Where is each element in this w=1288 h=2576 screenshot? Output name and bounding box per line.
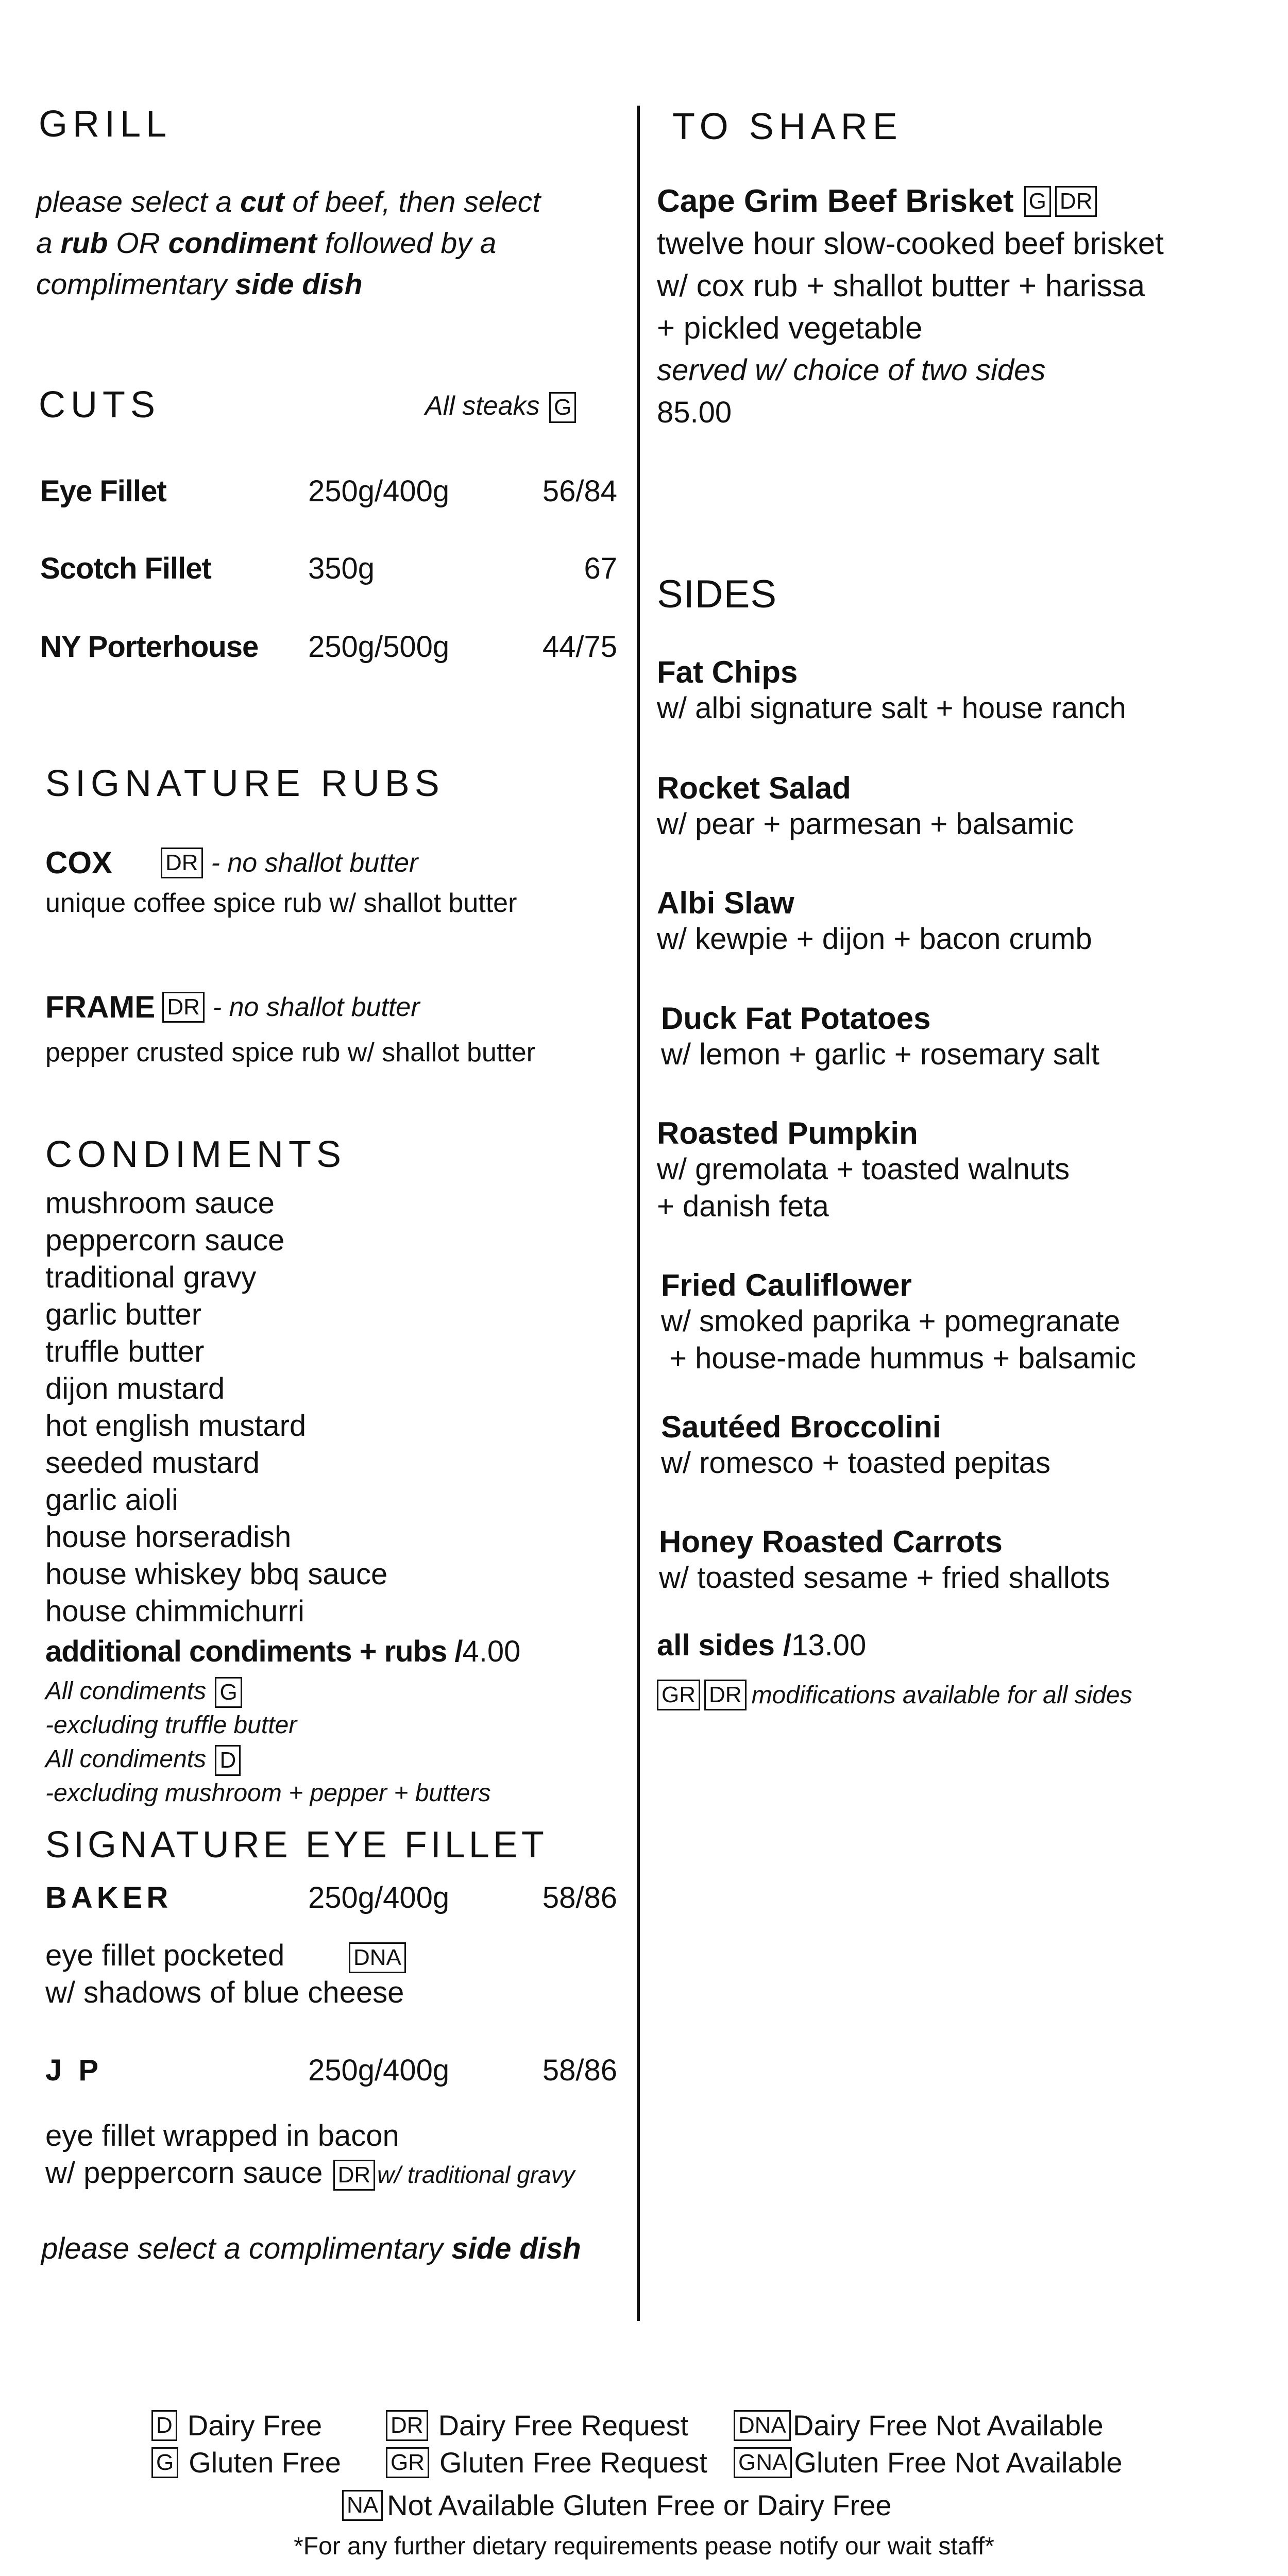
rubs-heading: SIGNATURE RUBS [45,763,445,804]
baker-desc: eye fillet pocketed DNA w/ shadows of blue cheese [45,1937,408,2011]
cut-row: NY Porterhouse 250g/500g 44/75 [40,630,617,664]
side-item: Fried Cauliflower w/ smoked paprika + pomegranate + house-made hummus + balsamic [661,1268,1136,1375]
cut-row: Scotch Fillet 350g 67 [40,552,617,585]
dairy-free-request-badge: DR [1055,186,1097,217]
sides-modifications-note: GR DR modifications available for all sides [657,1680,1132,1710]
dairy-free-request-badge: DR [162,992,205,1023]
cuts-heading: CUTS [39,384,160,426]
list-item: mushroom sauce [45,1187,275,1220]
side-item: Duck Fat Potatoes w/ lemon + garlic + rosemary salt [661,1001,1099,1071]
list-item: house chimmichurri [45,1595,304,1628]
dairy-free-not-available-badge: DNA [349,1942,406,1973]
menu-page: GRILL please select a cut of beef, then select a rub OR condiment followed by a complimentary side dish CUTS All steaks G Eye Fillet 250g/400g 56/84 Scotch Fillet 350g 67 NY Porterhouse 250g/500g 44/75 SIGNATURE RUBS COX DR - no shallot butter unique coffee spice rub w/ shallot butter FRAME DR - no shallot butter pepper crusted spice rub w/ shallot butter CONDIMENTS mushroom sauce peppercorn sauce traditional gravy garlic butter truffle butter dijon mustard hot english mustard seeded mustard garlic aioli house horseradish house whiskey bbq sauce house chimmichurri additional condiments + rubs /4.00 All condiments G -excluding truffle butter All condiments D -excluding mushroom + pepper + butters SIGNATURE EYE FILLET BAKER 250g/400g 58/86 eye fillet pocketed DNA w/ shadows of blue cheese J P 250g/400g 58/86 eye fillet wrapped in bacon w/ peppercorn sauce DR w/ traditional gravy please select a complimentary side dish TO SHARE Cape Grim Beef Brisket G DR twelve hour slow-cooked beef brisket w/ cox rub + shallot butter + harissa + pickled vegetable served w/ choice of two sides 85.00 SIDES Fat Chips w/ albi signature salt + house ranch Rocket Salad w/ pear + parmesan + balsamic Albi Slaw w/ kewpie + dijon + bacon crumb Duck Fat Potatoes w/ lemon + garlic + rosemary salt Roasted Pumpkin w/ gremolata + toasted walnuts + danish feta Fried Cauliflower w/ smoked paprika + pomegranate + house-made hummus + balsamic Sautéed Broccolini w/ romesco + toasted pepitas Honey Roasted Carrots w/ toasted sesame + fried shallots all sides /13.00 GR DR modifications available for all sides D Dairy Free DR Dairy Free Request DNA Dairy Free Not Available G Gluten Free GR Gluten Free Request GNA Gluten Free Not Available NA Not Available Gluten Free or Dairy Free *For any further dietary requirements pease notify our wait staff* [0,0,1288,2576]
side-item: Sautéed Broccolini w/ romesco + toasted pepitas [661,1410,1051,1480]
condiments-note-dairy: All condiments D [45,1742,520,1776]
grill-heading: GRILL [39,104,172,145]
cut-row: Eye Fillet 250g/400g 56/84 [40,474,617,508]
list-item: dijon mustard [45,1372,225,1405]
list-item: garlic butter [45,1298,202,1331]
list-item: house horseradish [45,1520,292,1554]
list-item: seeded mustard [45,1446,260,1480]
gluten-free-badge: G [215,1677,242,1708]
dairy-free-request-badge: DR [386,2410,428,2441]
dairy-free-request-badge: DR [161,848,203,878]
side-item: Honey Roasted Carrots w/ toasted sesame + fried shallots [659,1524,1110,1595]
gluten-free-request-badge: GR [657,1680,700,1710]
all-steaks-note: All steaks G [425,391,578,423]
list-item: hot english mustard [45,1409,307,1443]
jp-row: J P 250g/400g 58/86 [45,2054,617,2087]
jp-desc: eye fillet wrapped in bacon w/ peppercorn sauce DR w/ traditional gravy [45,2119,575,2190]
baker-row: BAKER 250g/400g 58/86 [45,1881,617,1914]
list-item: house whiskey bbq sauce [45,1557,388,1591]
gluten-free-badge: G [1024,186,1051,217]
eye-fillet-footer: please select a complimentary side dish [41,2232,581,2265]
additional-condiments: additional condiments + rubs /4.00 [45,1635,521,1668]
list-item: garlic aioli [45,1483,178,1517]
brisket-item: Cape Grim Beef Brisket G DR twelve hour slow-cooked beef brisket w/ cox rub + shallot butter + harissa + pickled vegetable served w/ choice of two sides 85.00 [657,183,1164,429]
all-sides-price: all sides /13.00 [657,1629,867,1662]
list-item: peppercorn sauce [45,1224,285,1257]
sides-heading: SIDES [657,572,777,616]
dairy-free-badge: D [151,2410,177,2441]
gluten-free-not-available-badge: GNA [734,2447,792,2478]
dairy-free-not-available-badge: DNA [734,2410,791,2441]
side-item: Fat Chips w/ albi signature salt + house ranch [657,655,1126,725]
rub-frame: FRAME DR - no shallot butter pepper crusted spice rub w/ shallot butter [45,990,535,1067]
dairy-free-request-badge: DR [704,1680,747,1710]
rub-cox: COX DR - no shallot butter unique coffee spice rub w/ shallot butter [45,845,517,918]
gluten-free-badge: G [549,392,576,423]
condiments-note-gluten: All condiments G [45,1674,520,1708]
side-item: Roasted Pumpkin w/ gremolata + toasted walnuts + danish feta [657,1116,1070,1223]
condiments-heading: CONDIMENTS [45,1134,346,1175]
list-item: traditional gravy [45,1261,257,1294]
not-available-badge: NA [342,2490,383,2521]
eye-fillet-heading: SIGNATURE EYE FILLET [45,1824,548,1866]
side-item: Rocket Salad w/ pear + parmesan + balsamic [657,771,1074,841]
to-share-heading: TO SHARE [672,106,903,147]
dietary-footnote: *For any further dietary requirements pease notify our wait staff* [294,2533,994,2560]
dairy-free-request-badge: DR [333,2160,376,2191]
gluten-free-request-badge: GR [386,2447,429,2478]
dairy-free-badge: D [215,1745,241,1776]
grill-intro: please select a cut of beef, then select a rub OR condiment followed by a complimentary side dish [36,185,541,301]
gluten-free-badge: G [151,2447,178,2478]
side-item: Albi Slaw w/ kewpie + dijon + bacon crumb [657,886,1092,956]
condiments-list: mushroom sauce peppercorn sauce traditional gravy garlic butter truffle butter dijon mustard hot english mustard seeded mustard garlic aioli house horseradish house whiskey bbq sauce house chimmichurri additional condiments + rubs /4.00 All condiments G -excluding truffle butter All condiments D -excluding mushroom + pepper + butters [45,1185,520,1810]
column-divider [637,106,640,2321]
list-item: truffle butter [45,1335,205,1368]
